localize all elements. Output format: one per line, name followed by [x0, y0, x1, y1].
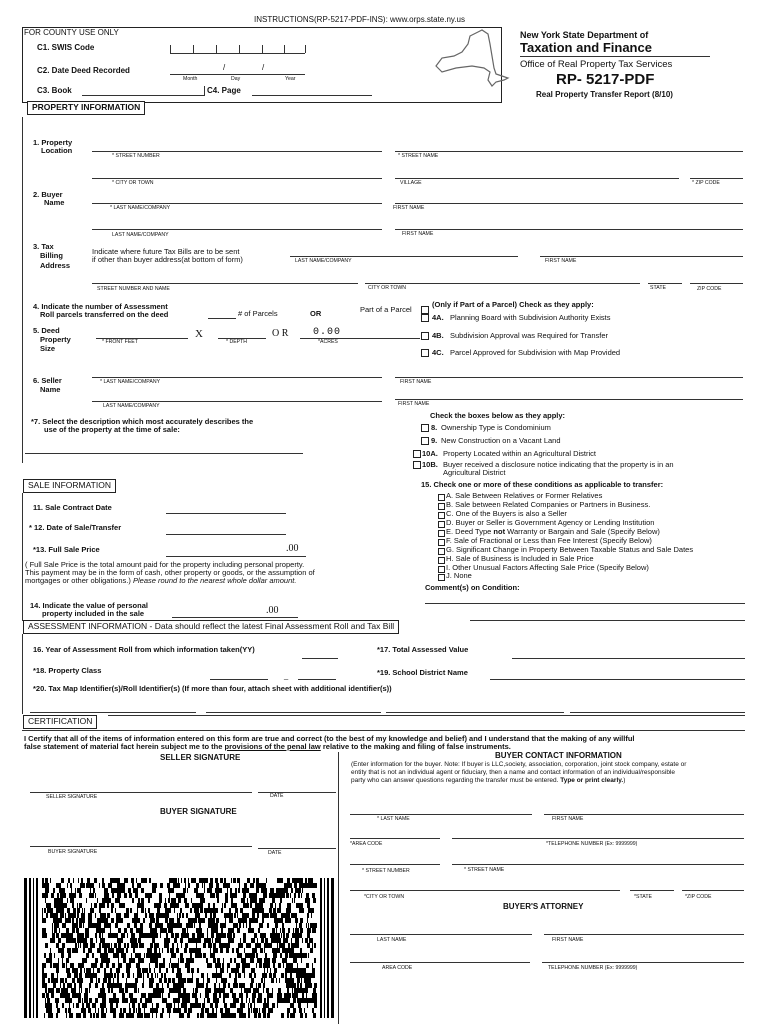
contact-zip-input[interactable] — [684, 880, 742, 889]
seller2-first-input[interactable] — [397, 389, 737, 398]
tax-map-label: *20. Tax Map Identifier(s)/Roll Identifier(s) (If more than four, attach sheet with additional identifier(s)) — [33, 684, 392, 693]
conditions-heading: 15. Check one or more of these conditions as applicable to transfer: — [421, 480, 664, 489]
condition-label: H. Sale of Business is Included in Sale Price — [446, 554, 594, 563]
assessment-info-heading: ASSESSMENT INFORMATION - Data should reflect the latest Final Assessment Roll and Tax Bill — [23, 620, 399, 634]
front-feet-input[interactable] — [98, 328, 186, 337]
contact-state-input[interactable] — [632, 880, 672, 889]
checkbox-4b[interactable] — [421, 332, 429, 340]
page-line — [252, 95, 372, 96]
school-district-input[interactable] — [492, 669, 742, 678]
property-use-input[interactable] — [27, 443, 299, 452]
instructions-url: INSTRUCTIONS(RP-5217-PDF-INS): www.orps.state.ny.us — [254, 15, 466, 24]
billing-zip-input[interactable] — [692, 273, 742, 282]
village-input[interactable] — [397, 168, 677, 177]
full-sale-price-input[interactable] — [168, 546, 283, 555]
comments-input[interactable] — [427, 593, 742, 602]
condition-checkbox[interactable] — [438, 566, 445, 573]
buyer-signature-input[interactable] — [32, 834, 248, 843]
contact-street-name-input[interactable] — [454, 854, 742, 863]
condition-checkbox[interactable] — [438, 557, 445, 564]
contact-last-input[interactable] — [352, 804, 530, 813]
assessment-year-input[interactable] — [304, 648, 336, 657]
new-york-state-map-icon — [432, 28, 512, 92]
condition-label: I. Other Unusual Factors Affecting Sale Price (Specify Below) — [446, 563, 649, 572]
assessment-year-label: 16. Year of Assessment Roll from which information taken(YY) — [33, 645, 255, 654]
billing-state-input[interactable] — [650, 273, 680, 282]
personal-property-label: 14. Indicate the value of personal — [30, 601, 148, 610]
buyer2-last-line — [92, 229, 382, 230]
street-name-input[interactable] — [397, 141, 737, 150]
condition-checkbox[interactable] — [438, 539, 445, 546]
property-class-input[interactable] — [212, 669, 266, 678]
zip-input[interactable] — [692, 168, 742, 177]
property-use-label: *7. Select the description which most accurately describes the — [31, 417, 254, 426]
attorney-last-input[interactable] — [352, 924, 530, 933]
seller2-last-input[interactable] — [94, 391, 379, 400]
condition-checkbox[interactable] — [438, 503, 445, 510]
day-label: Day — [231, 76, 241, 82]
book-line — [82, 95, 204, 96]
buyer-contact-heading: BUYER CONTACT INFORMATION — [495, 751, 622, 760]
billing-last-input[interactable] — [292, 246, 516, 255]
property-info-heading: PROPERTY INFORMATION — [27, 101, 145, 115]
buyer-first-input[interactable] — [397, 193, 737, 202]
tax-billing-label: 3. Tax — [33, 242, 54, 251]
village-line — [395, 178, 679, 179]
buyer2-last-input[interactable] — [94, 219, 379, 228]
checkbox-8[interactable] — [421, 424, 429, 432]
book-input[interactable] — [84, 86, 199, 95]
buyers-attorney-heading: BUYER'S ATTORNEY — [503, 902, 584, 911]
date-recorded-input[interactable] — [172, 65, 302, 74]
part-parcel-checkbox[interactable] — [421, 306, 429, 314]
condition-checkbox[interactable] — [438, 494, 445, 501]
office-label: Office of Real Property Tax Services — [520, 59, 673, 70]
date-of-sale-input[interactable] — [168, 524, 284, 533]
year-label: Year — [285, 76, 296, 82]
property-class-suffix-input[interactable] — [300, 669, 334, 678]
sale-contract-date-input[interactable] — [168, 503, 284, 512]
county-use-label: FOR COUNTY USE ONLY — [24, 28, 119, 37]
condition-label: F. Sale of Fractional or Less than Fee Interest (Specify Below) — [446, 536, 652, 545]
condition-label: G. Significant Change in Property Between Taxable Status and Sale Dates — [446, 545, 694, 554]
condition-checkbox[interactable] — [438, 521, 445, 528]
contact-first-input[interactable] — [546, 804, 742, 813]
seller-signature-heading: SELLER SIGNATURE — [160, 753, 241, 762]
condition-checkbox[interactable] — [438, 574, 445, 581]
date-recorded-label: C2. Date Deed Recorded — [37, 66, 130, 75]
buyer-first-line — [395, 203, 743, 204]
property-use-line — [25, 453, 303, 454]
condition-checkbox[interactable] — [438, 530, 445, 537]
attorney-first-input[interactable] — [546, 924, 742, 933]
personal-property-input[interactable] — [174, 607, 262, 616]
seller-date-input[interactable] — [260, 780, 334, 789]
parcels-label: 4. Indicate the number of Assessment — [33, 302, 168, 311]
buyer-last-input[interactable] — [94, 193, 379, 202]
buyer-name-label: 2. Buyer — [33, 190, 63, 199]
contact-phone-input[interactable] — [454, 828, 742, 837]
contact-street-number-input[interactable] — [352, 854, 438, 863]
property-class-label: *18. Property Class — [33, 666, 102, 675]
tax-map-id-3[interactable] — [388, 702, 560, 711]
seller-signature-input[interactable] — [32, 780, 248, 789]
checkbox-10b[interactable] — [413, 461, 421, 469]
contact-city-input[interactable] — [352, 880, 618, 889]
billing-city-input[interactable] — [367, 273, 637, 282]
personal-property-value: .00 — [266, 605, 279, 616]
certification-heading: CERTIFICATION — [23, 715, 97, 729]
dept-label: New York State Department of — [520, 30, 649, 40]
buyer-last-line — [92, 203, 382, 204]
tax-map-id-4[interactable] — [572, 702, 742, 711]
tax-map-id-2[interactable] — [208, 702, 378, 711]
attorney-area-input[interactable] — [352, 952, 528, 961]
acres-value: 0.00 — [313, 327, 342, 338]
property-location-label: 1. Property — [33, 138, 73, 147]
school-district-label: *19. School District Name — [377, 668, 468, 677]
attorney-phone-input[interactable] — [544, 952, 742, 961]
depth-input[interactable] — [220, 328, 264, 337]
swis-code-label: C1. SWIS Code — [37, 43, 95, 52]
checkbox-9[interactable] — [421, 437, 429, 445]
condition-label: C. One of the Buyers is also a Seller — [446, 509, 567, 518]
billing-first-input[interactable] — [542, 246, 740, 255]
tax-map-id-1[interactable] — [32, 702, 192, 711]
billing-street-input[interactable] — [94, 273, 356, 282]
full-sale-price-label: *13. Full Sale Price — [33, 545, 100, 554]
street-number-input[interactable] — [94, 141, 379, 150]
month-label: Month — [183, 76, 198, 82]
date-of-sale-label: * 12. Date of Sale/Transfer — [29, 523, 122, 532]
total-assessed-label: *17. Total Assessed Value — [377, 645, 469, 654]
form-id: RP- 5217-PDF — [556, 71, 655, 88]
buyer-date-input[interactable] — [260, 836, 334, 845]
pdf417-barcode — [24, 878, 336, 1018]
swis-code-input[interactable] — [172, 44, 302, 53]
page-label: C4. Page — [207, 86, 241, 95]
dept-title: Taxation and Finance — [520, 40, 652, 55]
street-name-line — [395, 151, 743, 152]
buyer2-first-line — [395, 229, 743, 230]
seller-first-input[interactable] — [397, 367, 737, 376]
condition-label-e: E. Deed Type not Warranty or Bargain and Sale (Specify Below) — [446, 527, 660, 536]
date-recorded-line — [170, 74, 305, 75]
parcels-input[interactable] — [209, 309, 235, 318]
page-input[interactable] — [254, 86, 369, 95]
total-assessed-input[interactable] — [514, 648, 742, 657]
sale-contract-date-label: 11. Sale Contract Date — [33, 503, 112, 512]
report-title: Real Property Transfer Report (8/10) — [536, 90, 673, 99]
checkbox-4c[interactable] — [421, 349, 429, 357]
zip-line — [690, 178, 743, 179]
deed-size-label: 5. Deed — [33, 326, 60, 335]
book-label: C3. Book — [37, 86, 72, 95]
buyer-signature-heading: BUYER SIGNATURE — [160, 807, 237, 816]
checkbox-4a[interactable] — [421, 314, 429, 322]
contact-area-input[interactable] — [352, 828, 438, 837]
buyer2-first-input[interactable] — [397, 219, 737, 228]
street-number-line — [92, 151, 382, 152]
condition-label: B. Sale between Related Companies or Partners in Business. — [446, 500, 651, 509]
condition-label: A. Sale Between Relatives or Former Relatives — [446, 491, 603, 500]
city-town-input[interactable] — [94, 168, 379, 177]
condition-checkbox[interactable] — [438, 548, 445, 555]
condition-label: J. None — [446, 571, 472, 580]
sale-info-heading: SALE INFORMATION — [23, 479, 116, 493]
certification-text: I Certify that all of the items of information entered on this form are true and correct (to the best of my knowledge and belief) and I understand that the making of any willful — [24, 734, 635, 743]
seller-name-label: 6. Seller — [33, 376, 62, 385]
full-sale-price-value: .00 — [286, 543, 299, 554]
condition-label: D. Buyer or Seller is Government Agency or Lending Institution — [446, 518, 655, 527]
city-town-line — [92, 178, 382, 179]
condition-checkbox[interactable] — [438, 512, 445, 519]
comments-label: Comment(s) on Condition: — [425, 583, 520, 592]
checkbox-10a[interactable] — [413, 450, 421, 458]
swis-code-line — [170, 53, 305, 54]
seller-last-input[interactable] — [94, 367, 379, 376]
